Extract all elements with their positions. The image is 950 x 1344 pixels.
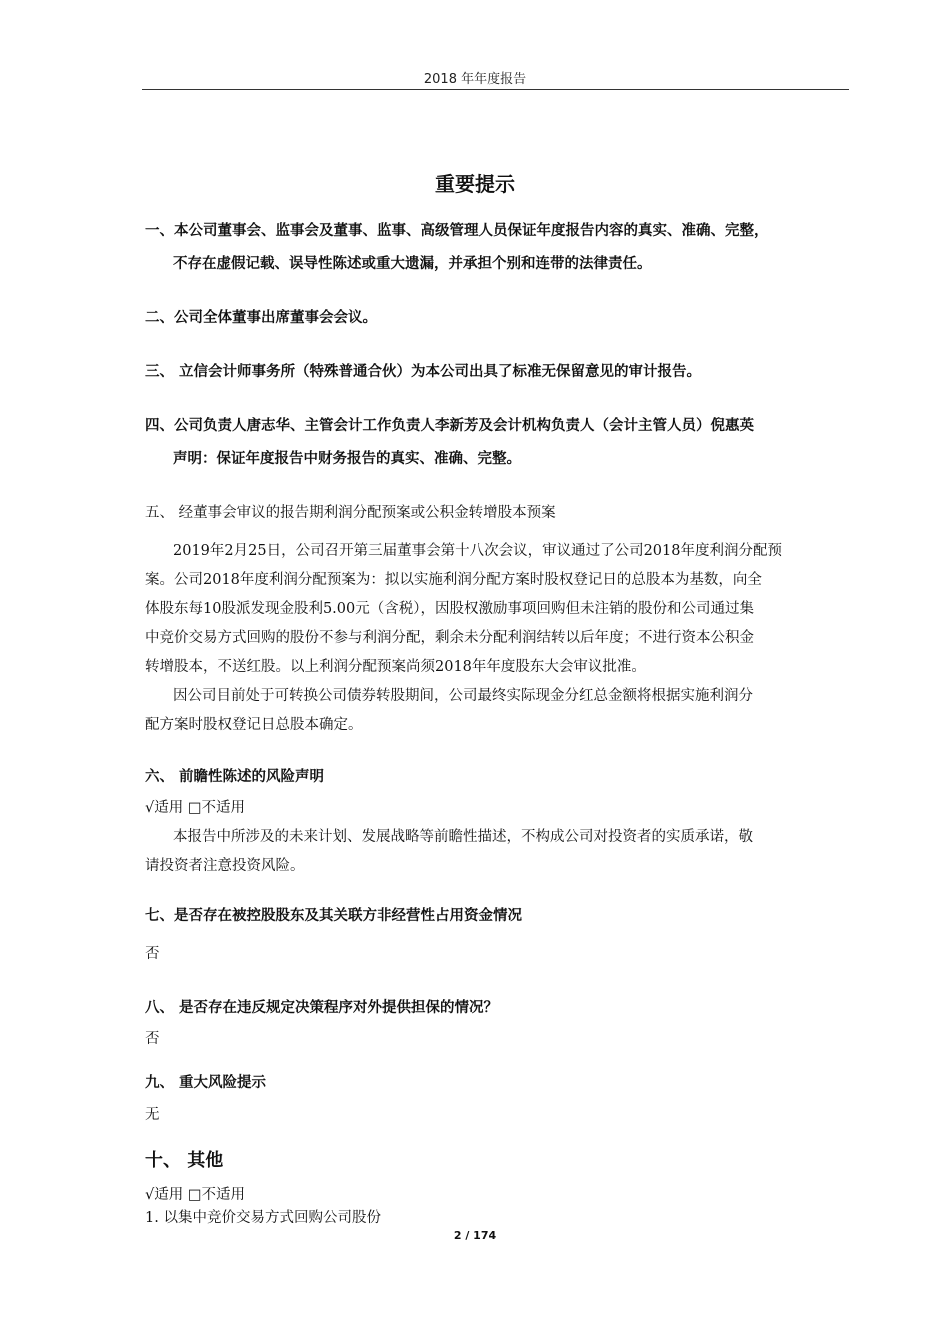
section-6-line-1: 本报告中所涉及的未来计划、发展战略等前瞻性描述，不构成公司对投资者的实质承诺，敬 (173, 829, 753, 845)
section-3: 三、 立信会计师事务所（特殊普通合伙）为本公司出具了标准无保留意见的审计报告。 (145, 364, 702, 380)
section-8-heading: 八、 是否存在违反规定决策程序对外提供担保的情况？ (145, 1000, 499, 1016)
section-6-heading: 六、 前瞻性陈述的风险声明 (145, 769, 325, 785)
section-1-line-2: 不存在虚假记载、误导性陈述或重大遗漏，并承担个别和连带的法律责任。 (173, 256, 652, 272)
header-rule (142, 89, 849, 90)
section-6-applicability: √适用 □不适用 (145, 800, 246, 816)
page-title: 重要提示 (435, 172, 515, 196)
section-5-line: 2019年2月25日，公司召开第三届董事会第十八次会议，审议通过了公司2018年度利润分配预 (173, 543, 782, 559)
section-10-item-1: 1. 以集中竞价交易方式回购公司股份 (145, 1210, 381, 1226)
section-10-applicability: √适用 □不适用 (145, 1187, 246, 1203)
section-9-answer: 无 (145, 1107, 160, 1123)
section-5-line: 体股东每10股派发现金股利5.00元（含税），因股权激励事项回购但未注销的股份和公司通过集 (145, 601, 754, 617)
section-2: 二、公司全体董事出席董事会会议。 (145, 310, 377, 326)
section-5-line: 配方案时股权登记日总股本确定。 (145, 717, 363, 733)
section-7-answer: 否 (145, 946, 160, 962)
section-7-heading: 七、是否存在被控股股东及其关联方非经营性占用资金情况 (145, 908, 522, 924)
section-5-heading: 五、 经董事会审议的报告期利润分配预案或公积金转增股本预案 (145, 505, 556, 521)
section-5-line: 中竞价交易方式回购的股份不参与利润分配，剩余未分配利润结转以后年度；不进行资本公积金 (145, 630, 754, 646)
section-10-heading: 十、 其他 (145, 1150, 224, 1171)
section-4-line-1: 四、公司负责人唐志华、主管会计工作负责人李新芳及会计机构负责人（会计主管人员）倪惠英 (145, 418, 754, 434)
page-header: 2018 年年度报告 (423, 72, 527, 87)
section-1-line-1: 一、本公司董事会、监事会及董事、监事、高级管理人员保证年度报告内容的真实、准确、完整， (145, 223, 769, 239)
section-5-line: 案。公司2018年度利润分配预案为：拟以实施利润分配方案时股权登记日的总股本为基数，向全 (145, 572, 762, 588)
section-8-answer: 否 (145, 1031, 160, 1047)
section-5-line: 因公司目前处于可转换公司债券转股期间，公司最终实际现金分红总金额将根据实施利润分 (173, 688, 753, 704)
section-4-line-2: 声明：保证年度报告中财务报告的真实、准确、完整。 (173, 451, 521, 467)
page-number: 2 / 174 (453, 1229, 497, 1242)
section-5-line: 转增股本，不送红股。以上利润分配预案尚须2018年年度股东大会审议批准。 (145, 659, 646, 675)
section-9-heading: 九、 重大风险提示 (145, 1075, 267, 1091)
section-6-line-2: 请投资者注意投资风险。 (145, 858, 305, 874)
